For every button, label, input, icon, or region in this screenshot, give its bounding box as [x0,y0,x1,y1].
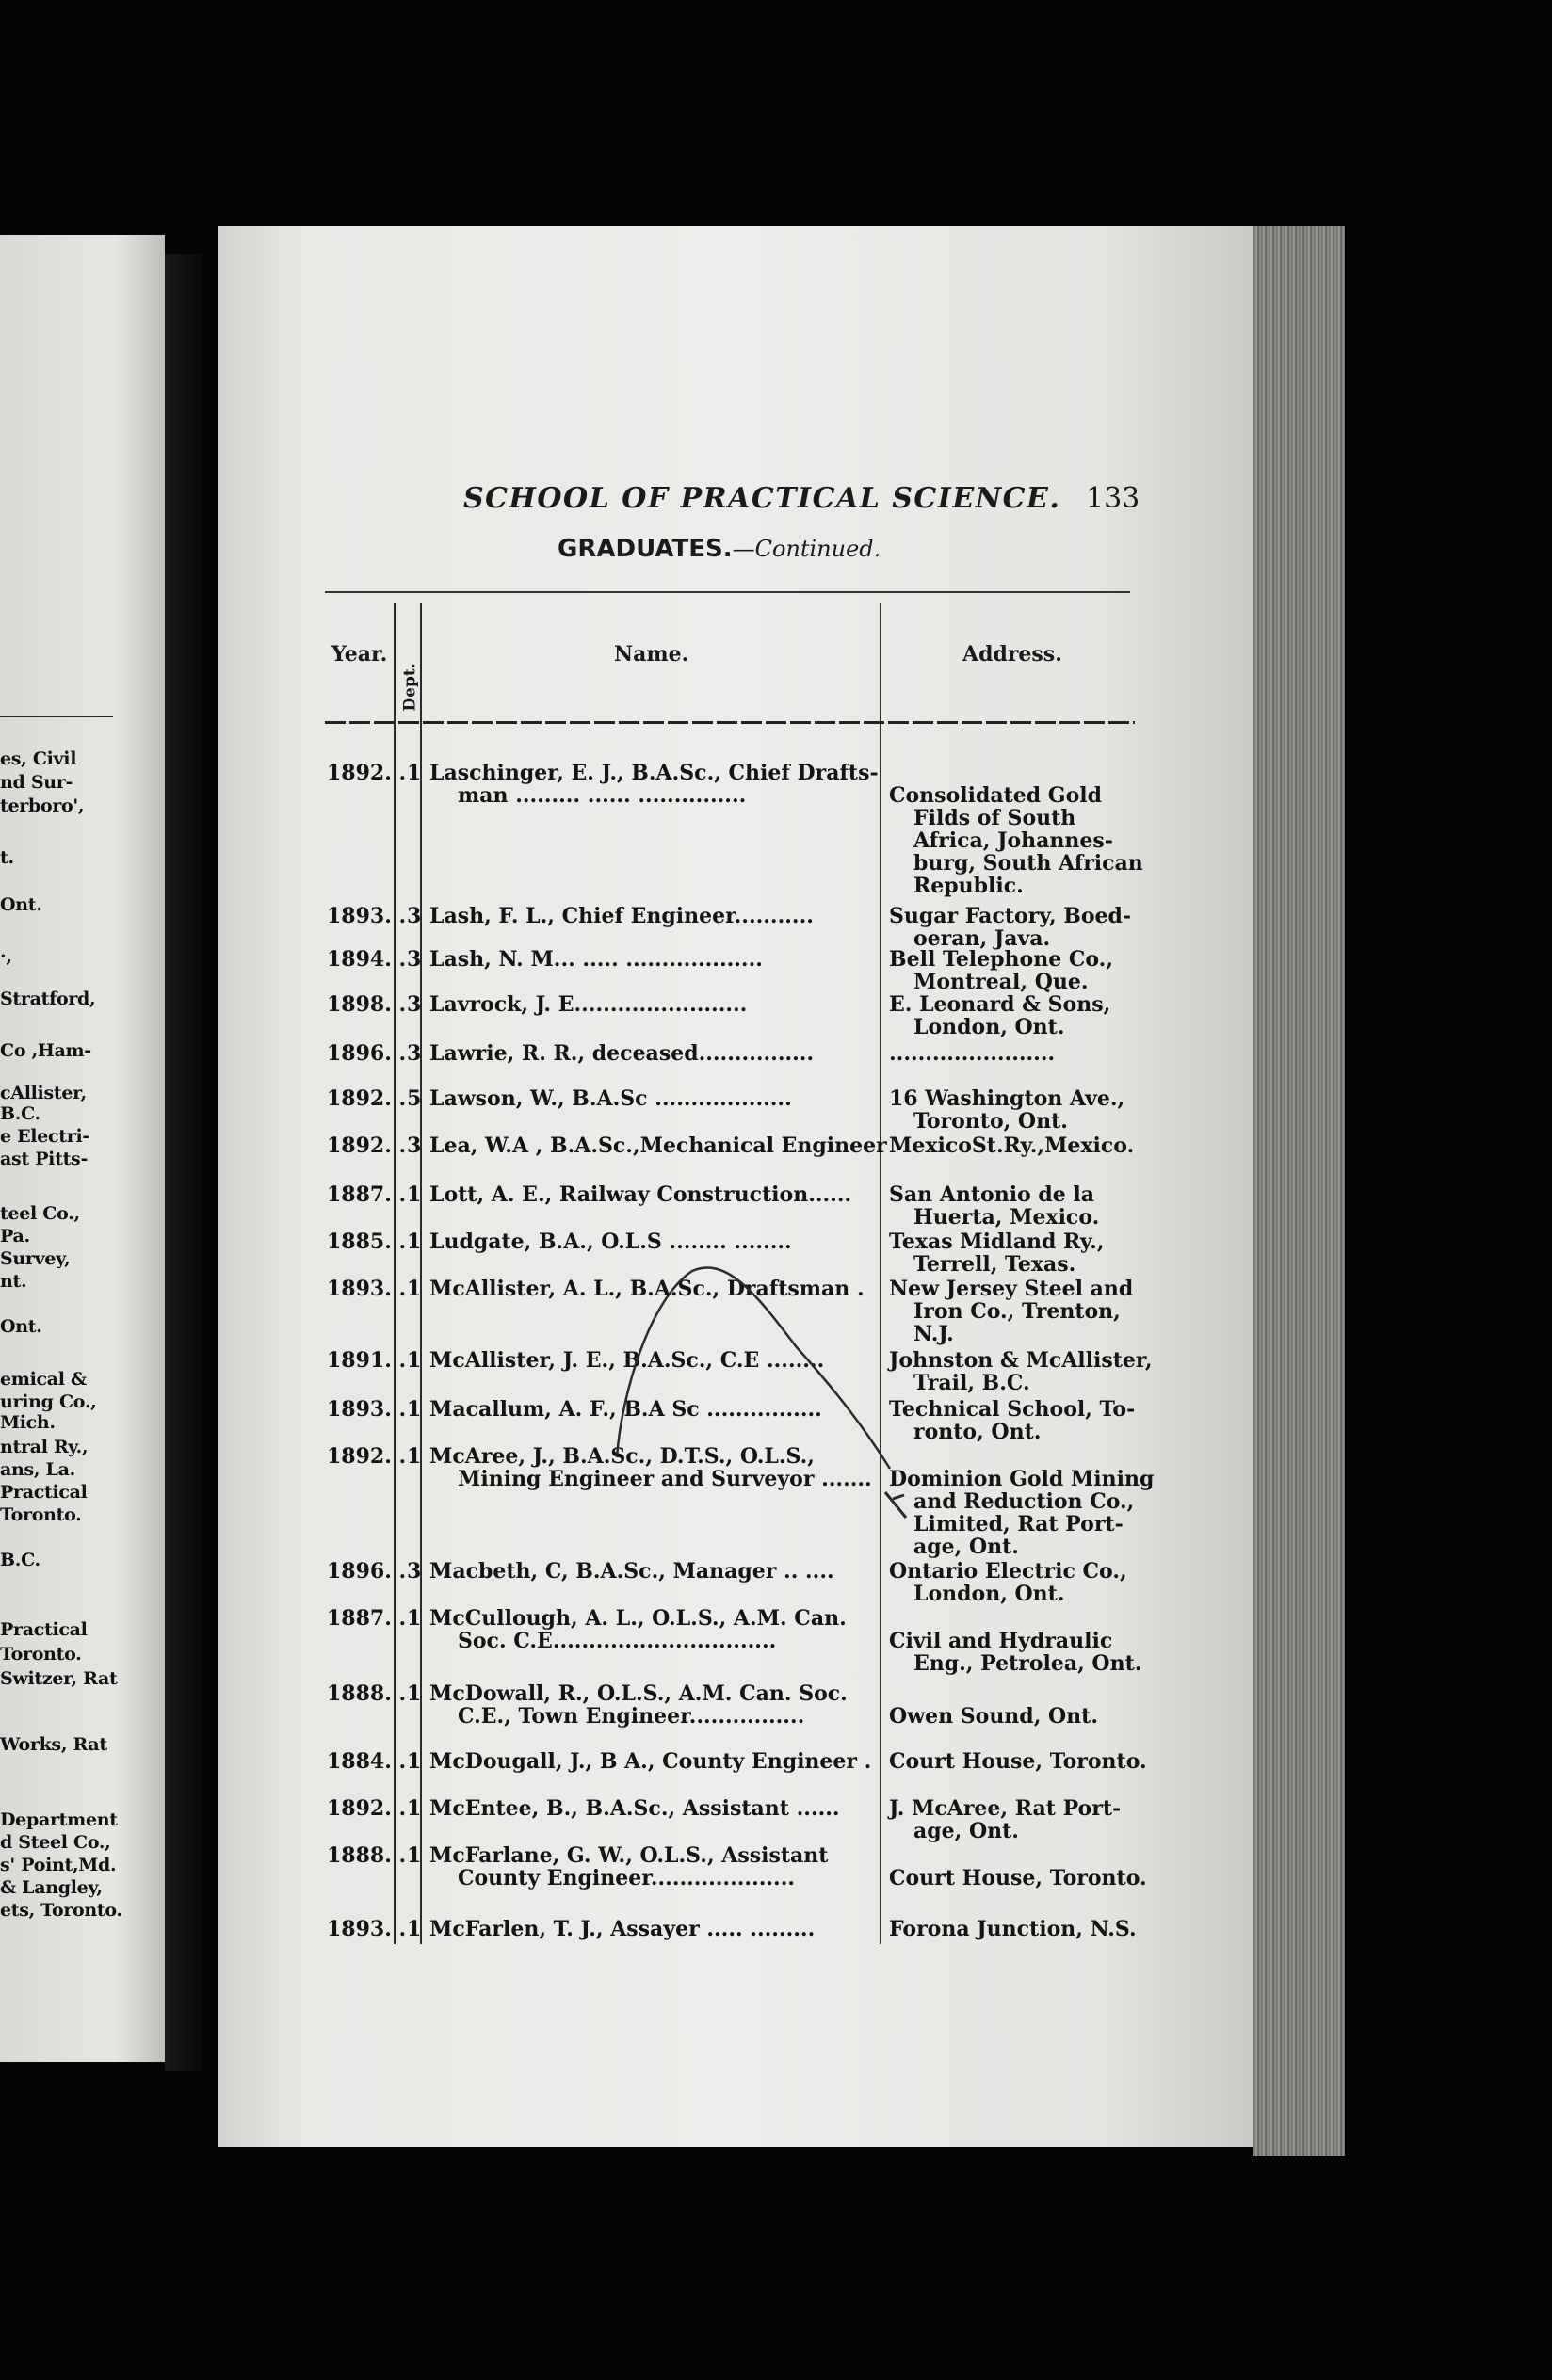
row-address: London, Ont. [913,1015,1065,1039]
row-dept: 1 [407,1444,422,1469]
row-year: 1892. . [327,761,407,785]
row-name: McDowall, R., O.L.S., A.M. Can. Soc. [429,1681,848,1706]
row-year: 1884. . [327,1749,407,1774]
row-address: oeran, Java. [913,926,1051,951]
row-name: C.E., Town Engineer................ [458,1704,805,1729]
row-year: 1893. . [327,1917,407,1941]
row-name: McAllister, J. E., B.A.Sc., C.E ........ [429,1348,825,1373]
row-dept: 3 [407,1559,422,1584]
row-address: Bell Telephone Co., [889,947,1113,972]
row-address: ronto, Ont. [913,1420,1042,1444]
row-name: Lea, W.A , B.A.Sc.,Mechanical Engineer [429,1134,887,1158]
row-address: Court House, Toronto. [889,1866,1147,1890]
row-address: Limited, Rat Port- [913,1512,1124,1536]
row-year: 1888. . [327,1681,407,1706]
left-page-line: ets, Toronto. [0,1900,122,1921]
row-name: Lavrock, J. E........................ [429,992,748,1017]
row-name: County Engineer.................... [458,1866,796,1890]
row-dept: 1 [407,1182,422,1207]
row-address: Huerta, Mexico. [913,1205,1100,1230]
page-number: 133 [1086,482,1140,515]
row-name: Lawson, W., B.A.Sc ................... [429,1086,792,1111]
row-dept: 5 [407,1086,422,1111]
left-page-line: Mich. [0,1412,56,1433]
left-page-line: ·, [0,946,12,967]
row-year: 1888. . [327,1843,407,1868]
row-address: age, Ont. [913,1819,1019,1843]
row-dept: 3 [407,992,422,1017]
row-dept: 3 [407,1134,422,1158]
row-address: Eng., Petrolea, Ont. [913,1651,1142,1676]
row-address: New Jersey Steel and [889,1277,1134,1301]
left-page-line: nd Sur- [0,772,73,793]
row-address: Johnston & McAllister, [889,1348,1153,1373]
row-address: Filds of South [913,806,1076,830]
row-year: 1892. . [327,1086,407,1111]
row-name: Mining Engineer and Surveyor ....... [458,1467,872,1491]
row-address: and Reduction Co., [913,1489,1135,1514]
left-page-line: s' Point,Md. [0,1855,117,1875]
section-title-continued: —Continued. [732,536,881,562]
left-page-line: ntral Ry., [0,1437,89,1457]
row-address: Technical School, To- [889,1397,1136,1422]
row-year: 1887. . [327,1606,407,1631]
column-header-address: Address. [962,642,1062,667]
row-address: Court House, Toronto. [889,1749,1147,1774]
row-dept: 1 [407,1749,422,1774]
row-name: Laschinger, E. J., B.A.Sc., Chief Drafts- [429,761,879,785]
row-dept: 1 [407,1843,422,1868]
left-page-line: Ont. [0,1316,42,1337]
column-header-name: Name. [614,642,689,667]
row-name: Lash, F. L., Chief Engineer........... [429,904,814,928]
row-dept: 1 [407,1277,422,1301]
row-dept: 1 [407,1230,422,1254]
row-address: Texas Midland Ry., [889,1230,1105,1254]
row-year: 1892. . [327,1444,407,1469]
row-address: San Antonio de la [889,1182,1095,1207]
row-dept: 1 [407,1397,422,1422]
row-year: 1896. . [327,1041,407,1066]
left-page-line: Practical [0,1482,88,1503]
left-page-line: Toronto. [0,1644,82,1664]
left-page-line: e Electri- [0,1126,89,1147]
row-name: Lash, N. M... ..... ................... [429,947,763,972]
left-page-line: Ont. [0,894,42,915]
row-address: ....................... [889,1041,1056,1066]
row-dept: 1 [407,761,422,785]
row-year: 1894. . [327,947,407,972]
left-page-line: Survey, [0,1248,71,1269]
left-page-line: uring Co., [0,1391,97,1412]
row-address: Civil and Hydraulic [889,1629,1113,1653]
row-name: McFarlen, T. J., Assayer ..... ......... [429,1917,816,1941]
column-header-dept: Dept. [400,663,420,712]
row-address: Sugar Factory, Boed- [889,904,1132,928]
row-name: man ......... ...... ............... [458,783,747,808]
left-page-line: teel Co., [0,1203,80,1224]
row-address: Republic. [913,874,1024,898]
page-header-title: SCHOOL OF PRACTICAL SCIENCE. [463,482,1061,515]
left-page-line: B.C. [0,1103,40,1124]
row-name: Ludgate, B.A., O.L.S ........ ........ [429,1230,792,1254]
row-year: 1893. . [327,1277,407,1301]
row-address: Africa, Johannes- [913,828,1113,853]
left-page-line: Practical [0,1619,88,1640]
row-year: 1896. . [327,1559,407,1584]
row-address: burg, South African [913,851,1143,876]
left-page-line: ans, La. [0,1459,75,1480]
left-page-line: Pa. [0,1226,30,1246]
left-page-line: Department [0,1809,118,1830]
row-name: McCullough, A. L., O.L.S., A.M. Can. [429,1606,847,1631]
pencil-arrow [885,1492,906,1518]
row-address: Trail, B.C. [913,1371,1030,1395]
left-page-line: d Steel Co., [0,1832,111,1853]
left-page-line: emical & [0,1369,87,1390]
row-name: Soc. C.E............................... [458,1629,777,1653]
row-year: 1885. . [327,1230,407,1254]
left-page-line: Switzer, Rat [0,1668,118,1689]
row-address: Owen Sound, Ont. [889,1704,1098,1729]
row-address: Toronto, Ont. [913,1109,1068,1134]
left-page-line: cAllister, [0,1083,87,1103]
row-year: 1892. . [327,1796,407,1821]
row-dept: 1 [407,1681,422,1706]
left-page-line: Stratford, [0,989,96,1009]
row-dept: 3 [407,947,422,972]
left-page-line: & Langley, [0,1877,103,1898]
left-page-line: Works, Rat [0,1734,107,1755]
row-name: Lott, A. E., Railway Construction...... [429,1182,852,1207]
row-year: 1893. . [327,1397,407,1422]
section-title-text: GRADUATES. [558,535,733,563]
row-address: MexicoSt.Ry.,Mexico. [889,1134,1135,1158]
left-page-line: terboro', [0,796,85,816]
row-name: McDougall, J., B A., County Engineer . [429,1749,872,1774]
row-year: 1891. . [327,1348,407,1373]
row-address: Dominion Gold Mining [889,1467,1155,1491]
row-dept: 3 [407,904,422,928]
left-page-line: nt. [0,1271,27,1292]
row-year: 1892. . [327,1134,407,1158]
left-page-line: B.C. [0,1550,40,1570]
left-page-line: Toronto. [0,1504,82,1525]
row-address: Montreal, Que. [913,970,1089,994]
row-address: London, Ont. [913,1582,1065,1606]
row-address: 16 Washington Ave., [889,1086,1125,1111]
row-address: Ontario Electric Co., [889,1559,1127,1584]
left-page-line: t. [0,847,14,868]
row-name: Macbeth, C, B.A.Sc., Manager .. .... [429,1559,834,1584]
row-dept: 1 [407,1606,422,1631]
row-address: Consolidated Gold [889,783,1102,808]
pencil-arc [617,1268,890,1469]
row-name: Lawrie, R. R., deceased................ [429,1041,815,1066]
row-name: Macallum, A. F., B.A Sc ................ [429,1397,822,1422]
row-address: Forona Junction, N.S. [889,1917,1137,1941]
row-address: age, Ont. [913,1535,1019,1559]
row-name: McAllister, A. L., B.A.Sc., Draftsman . [429,1277,865,1301]
row-name: McFarlane, G. W., O.L.S., Assistant [429,1843,829,1868]
row-address: N.J. [913,1322,954,1346]
left-page-line: Co ,Ham- [0,1040,91,1061]
column-header-year: Year. [331,642,388,667]
row-address: Iron Co., Trenton, [913,1299,1121,1324]
row-address: Terrell, Texas. [913,1252,1076,1277]
row-dept: 3 [407,1041,422,1066]
row-dept: 1 [407,1917,422,1941]
row-address: E. Leonard & Sons, [889,992,1111,1017]
left-page-line: es, Civil [0,748,77,769]
row-year: 1898. . [327,992,407,1017]
row-address: J. McAree, Rat Port- [889,1796,1122,1821]
row-dept: 1 [407,1796,422,1821]
row-name: McEntee, B., B.A.Sc., Assistant ...... [429,1796,840,1821]
row-year: 1887. . [327,1182,407,1207]
row-name: McAree, J., B.A.Sc., D.T.S., O.L.S., [429,1444,815,1469]
row-dept: 1 [407,1348,422,1373]
row-year: 1893. . [327,904,407,928]
left-page-line: ast Pitts- [0,1149,89,1169]
